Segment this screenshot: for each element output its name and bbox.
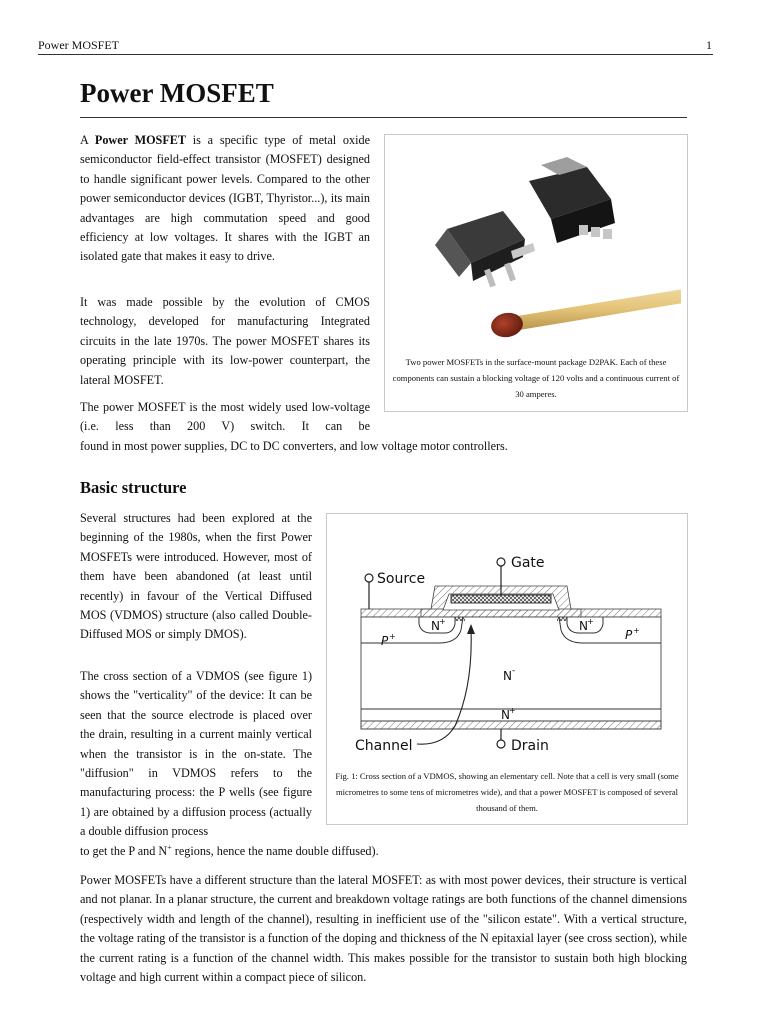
n-minus-sup: -: [512, 666, 516, 676]
p5b-part2: regions, hence the name double diffused).: [171, 844, 379, 858]
n-minus-label: N: [503, 669, 512, 683]
mosfet-package-left: [435, 211, 535, 287]
photo-caption: Two power MOSFETs in the surface-mount package D2PAK. Each of these components can sustain a blocking voltage of 120 volts and a continuous current of 30 amperes.: [392, 357, 680, 399]
structure-paragraph-1: Several structures had been explored at the beginning of the 1980s, when the first Power MOSFETs were introduced. However, most of them have been abandoned (at least until recently) in favour of the Vertical Diffused MOS (VDMOS) structure (also called Double-Diffused MOS or simply DMOS).: [80, 511, 312, 642]
p5b-part1: to get the P and N: [80, 844, 168, 858]
p-plus-sup-left: +: [389, 632, 396, 641]
p5b-sup: +: [167, 842, 172, 852]
vdmos-cross-section: [339, 530, 675, 768]
drain-metal: [361, 721, 661, 729]
page-number: 1: [706, 38, 712, 52]
p-plus-sup-right: +: [633, 626, 640, 635]
title-rule: [80, 117, 687, 118]
running-header-title: Power MOSFET: [38, 38, 120, 52]
channel-region-left: [455, 617, 465, 621]
p-plus-label-left: P: [381, 634, 389, 648]
page-title: Power MOSFET: [80, 78, 274, 108]
n-plus-sup-right: +: [587, 617, 594, 626]
source-label: Source: [377, 571, 426, 587]
n-plus-label-left: N: [431, 619, 440, 633]
n-plus-sup-left: +: [439, 617, 446, 626]
intro-paragraph-2: It was made possible by the evolution of CMOS technology, developed for manufacturing Integrated circuits in the late 1970s. The power MOSFET shares its operating principle with its low-power counterpart, the lateral MOSFET.: [80, 295, 370, 387]
channel-region-right: [557, 617, 567, 621]
intro-paragraph-1: [80, 131, 370, 267]
mosfet-package-right: [529, 157, 615, 243]
intro-bold-term: Power MOSFET: [94, 133, 187, 147]
section-heading-basic-structure: Basic structure: [80, 478, 187, 497]
mosfet-photo: [391, 141, 681, 353]
diagram-caption: Fig. 1: Cross section of a VDMOS, showing an elementary cell. Note that a cell is very small (some micrometres to some tens of micrometres wide), and that a power MOSFET is composed of several thousand of them.: [335, 771, 679, 813]
intro-paragraph-3-line2: found in most power supplies, DC to DC converters, and low voltage motor controllers.: [80, 439, 508, 453]
drain-label: Drain: [511, 738, 549, 754]
structure-paragraph-2: The cross section of a VDMOS (see figure 1) shows the "verticality" of the device: It can be seen that the source electrode is placed over the drain, resulting in a current mainly vertical when the transistor is in the on-state. The "diffusion" in VDMOS refers to the manufacturing process: the P wells (see figure 1) are obtained by a diffusion process (actually a double diffusion process: [80, 669, 312, 839]
vdmos-figure: [326, 513, 688, 825]
structure-paragraph-2-end: [80, 842, 480, 861]
gate-electrode: [451, 595, 551, 603]
photo-figure: [384, 134, 688, 412]
n-plus-substrate-sup: +: [509, 706, 516, 715]
p-plus-label-right: P: [625, 628, 633, 642]
n-plus-substrate-label: N: [501, 708, 510, 722]
intro-rest: is a specific type of metal oxide semiconductor field-effect transistor (MOSFET) designed to handle significant power levels. Compared to the other power semiconductor devices (IGBT, Thyristor...), its main advantages are high commutation speed and good efficiency at low voltages. It shares with the IGBT an isolated gate that makes it easy to drive.: [80, 133, 371, 264]
n-plus-label-right: N: [579, 619, 588, 633]
intro-prefix: A: [80, 133, 95, 147]
gate-terminal: [497, 558, 505, 566]
header-rule: [38, 54, 713, 55]
source-terminal: [365, 574, 373, 582]
structure-paragraph-3: Power MOSFETs have a different structure than the lateral MOSFET: as with most power devices, their structure is vertical and not planar. In a planar structure, the current and breakdown voltage ratings are both functions of the channel dimensions (respectively width and length of the channel), resulting in inefficient use of the "silicon estate". With a vertical structure, the voltage rating of the transistor is a function of the doping and thickness of the N epitaxial layer (see cross section), while the current rating is a function of the channel width. This makes possible for the transistor to sustain both high blocking voltage and high current within a compact piece of silicon.: [80, 873, 687, 985]
matchstick: [489, 289, 681, 340]
gate-label: Gate: [511, 555, 545, 571]
drain-terminal: [497, 740, 505, 748]
intro-paragraph-3-line1: The power MOSFET is the most widely used low-voltage (i.e. less than 200 V) switch. It can be: [80, 400, 370, 434]
channel-label: Channel: [355, 738, 413, 754]
